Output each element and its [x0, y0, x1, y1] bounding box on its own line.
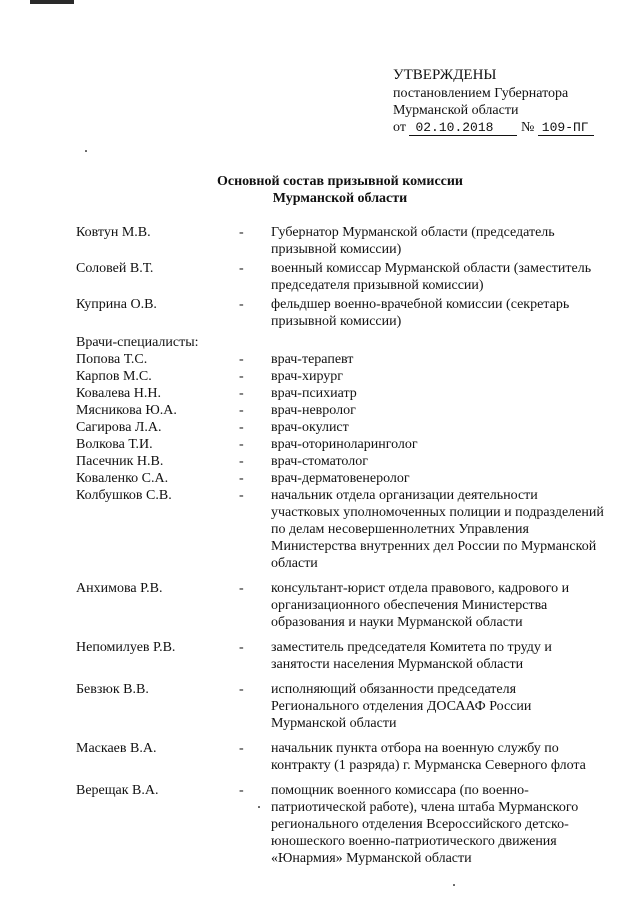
member-name: Колбушков С.В. — [76, 488, 172, 503]
member-name: Соловей В.Т. — [76, 261, 154, 276]
specialist-row — [76, 351, 606, 368]
specialist-name: Коваленко С.А. — [76, 471, 169, 486]
document-title — [140, 173, 540, 207]
member-role: начальник пункта отбора на военную службу по контракту (1 разряда) г. Мурманска Северного флота — [271, 741, 586, 773]
specialists-heading: Врачи-специалисты: — [76, 335, 199, 350]
dash: - — [239, 369, 244, 384]
number-field — [538, 121, 594, 136]
dash: - — [239, 581, 244, 596]
member-name: Анхимова Р.В. — [76, 581, 163, 596]
dash: - — [239, 297, 244, 312]
approval-number: 109-ПГ — [541, 120, 589, 135]
scan-mark — [30, 0, 74, 4]
member-row — [76, 639, 606, 673]
approval-line: Мурманской области — [393, 103, 519, 118]
specialist-role: врач-оториноларинголог — [271, 437, 418, 452]
specialist-role: врач-хирург — [271, 369, 344, 384]
dash: - — [239, 640, 244, 655]
specialist-role: врач-невролог — [271, 403, 356, 418]
specialist-row — [76, 402, 606, 419]
dash: - — [239, 488, 244, 503]
member-name: Куприна О.В. — [76, 297, 157, 312]
specialist-name: Ковалева Н.Н. — [76, 386, 161, 401]
dash: - — [239, 261, 244, 276]
specialist-row — [76, 470, 606, 487]
commission-list — [76, 224, 606, 867]
title-line: Основной состав призывной комиссии — [217, 174, 463, 189]
member-role: консультант-юрист отдела правового, кадрового и организационного обеспечения Министерства образования и науки Мурманской области — [271, 581, 570, 630]
member-name: Маскаев В.А. — [76, 741, 157, 756]
member-row — [76, 782, 606, 867]
dash: - — [239, 403, 244, 418]
specialist-row — [76, 419, 606, 436]
member-row — [76, 296, 606, 330]
specialist-row — [76, 436, 606, 453]
specialist-role: врач-терапевт — [271, 352, 354, 367]
approval-date: 02.10.2018 — [415, 120, 494, 135]
member-name: Непомилуев Р.В. — [76, 640, 176, 655]
dash: - — [239, 741, 244, 756]
dash: - — [239, 783, 244, 798]
date-field — [409, 121, 517, 136]
member-role: исполняющий обязанности председателя Регионального отделения ДОСААФ России Мурманской области — [271, 682, 532, 731]
approval-block — [393, 66, 633, 136]
specialist-row — [76, 385, 606, 402]
specialist-role: врач-окулист — [271, 420, 349, 435]
dash: - — [239, 386, 244, 401]
specialist-name: Сагирова Л.А. — [76, 420, 162, 435]
dash: - — [239, 420, 244, 435]
specialist-role: врач-стоматолог — [271, 454, 368, 469]
member-role: заместитель председателя Комитета по труду и занятости населения Мурманской области — [271, 640, 552, 672]
dash: - — [239, 437, 244, 452]
member-row — [76, 224, 606, 258]
member-row — [76, 681, 606, 732]
member-row — [76, 260, 606, 294]
member-role: начальник отдела организации деятельности участковых уполномоченных полиции и подразделений по делам несовершеннолетних Управления Министерства внутренних дел России по Мурманской области — [271, 488, 604, 571]
specialist-name: Мясникова Ю.А. — [76, 403, 177, 418]
scan-dot — [453, 884, 455, 886]
specialist-name: Пасечник Н.В. — [76, 454, 164, 469]
dash: - — [239, 352, 244, 367]
member-role: Губернатор Мурманской области (председатель призывной комиссии) — [271, 225, 555, 257]
member-row — [76, 487, 606, 572]
specialist-name: Попова Т.С. — [76, 352, 148, 367]
dash: - — [239, 471, 244, 486]
title-line: Мурманской области — [272, 191, 408, 206]
approval-date-line — [393, 119, 633, 136]
specialist-role: врач-дерматовенеролог — [271, 471, 410, 486]
member-row — [76, 740, 606, 774]
from-label: от — [393, 120, 406, 135]
member-name: Верещак В.А. — [76, 783, 159, 798]
dash: - — [239, 225, 244, 240]
approval-line: постановлением Губернатора — [393, 86, 569, 101]
member-role: помощник военного комиссара (по военно-патриотической работе), члена штаба Мурманского регионального отделения Всероссийского детско-юношеского военно-патриотического движения «Юнармия» Мурманской области — [271, 783, 579, 866]
dash: - — [239, 682, 244, 697]
specialist-name: Карпов М.С. — [76, 369, 152, 384]
specialist-row — [76, 368, 606, 385]
member-row — [76, 580, 606, 631]
dash: - — [239, 454, 244, 469]
specialist-name: Волкова Т.И. — [76, 437, 153, 452]
member-role: фельдшер военно-врачебной комиссии (секретарь призывной комиссии) — [271, 297, 570, 329]
member-name: Бевзюк В.В. — [76, 682, 149, 697]
approval-title: УТВЕРЖДЕНЫ — [393, 67, 497, 83]
specialist-row — [76, 453, 606, 470]
scan-dot — [85, 150, 87, 152]
number-label: № — [520, 120, 535, 135]
specialist-role: врач-психиатр — [271, 386, 357, 401]
member-role: военный комиссар Мурманской области (заместитель председателя призывной комиссии) — [271, 261, 592, 293]
member-name: Ковтун М.В. — [76, 225, 151, 240]
